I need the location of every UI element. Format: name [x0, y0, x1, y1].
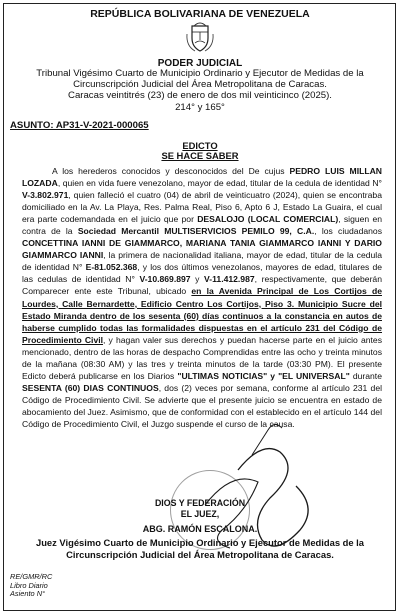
body-text-f: , la primera de nacionalidad italiana, mayor de edad, titular de la cedula de identidad N°: [22, 250, 382, 273]
id-v1: V-10.869.897: [139, 274, 191, 285]
footer-book: Libro Diario: [10, 580, 48, 590]
court-header: [16, 68, 384, 113]
court-location: en la Avenida Principal de Los Cortijos de Lourdes, Calle Bernardette, Edificio Centro Los Cortijos, Piso 3. Municipio Sucre del Estado Miranda dentro de los sesenta (60) días continuos a la constancia en autos de haberse cumplido todas las formalidades dispuestas en el artículo 231 del Código de Procedimiento Civil: [22, 286, 382, 345]
footer-initials: RE/GMR/RC: [10, 572, 53, 581]
judicial-power-title: PODER JUDICIAL: [157, 58, 243, 69]
body-text-g: , y los dos últimos venezolanos, mayores de edad, titulares de las cedulas de identidad N°: [22, 262, 382, 285]
case-number: ASUNTO: AP31-V-2021-000065: [10, 120, 149, 131]
judge-title: [10, 537, 390, 560]
body-text-k: durante: [349, 370, 382, 381]
judge-title-line1: Juez Vigésimo Cuarto de Municipio Ordinario y Ejecutor de Medidas de la: [35, 537, 365, 548]
newspapers: "ULTIMAS NOTICIAS" y "EL UNIVERSAL": [177, 370, 350, 381]
closing-line1: DIOS Y FEDERACIÓN: [154, 498, 246, 508]
coat-of-arms-icon: [183, 20, 217, 54]
company-name: Sociedad Mercantil MULTISERVICIOS PEMILO 99, C.A.: [77, 226, 315, 237]
judge-title-line2: Circunscripción Judicial del Área Metropolitana de Caracas.: [66, 548, 334, 560]
decedent-name: PEDRO LUIS MILLAN LOZADA: [22, 166, 382, 189]
claim-type: DESALOJO (LOCAL COMERCIAL): [197, 214, 339, 225]
body-text-c: , quien falleció el cuatro (04) de abril de veinticuatro (2024), quien se encontraba domiciliado en la Av. La Playa, Res. Palma Real, Piso 6, Apto 6 J, Estado La Guaira, el cual era parte codemandada en el juicio que por: [22, 190, 382, 225]
decedent-id: V-3.802.971: [22, 190, 69, 201]
id-v2: V-11.412.987: [203, 274, 255, 285]
body-text-j: , y hagan valer sus derechos y puedan hacerse parte en el juicio antes mencionado, dentro de las horas de despacho Comprendidas entre las ocho y treinta minutos de la mañana (08:30 AM) y las tres y treinta minutos de la tarde (03:30 PM). El presente Edicto deberá publicarse en los Diarios: [22, 334, 382, 381]
body-text-h: y: [190, 274, 204, 285]
body-text-l: , dos (2) veces por semana, conforme al artículo 231 del Código de Procedimiento Civil. Se advierte que el presente juicio se encuentra en estado de abocamiento del Juez. Asimismo, que de conformidad con el establecido en el artículo 144 del Código de Procedimiento Civil, el Juzgo suspende el curso de la causa.: [22, 382, 383, 429]
date-line: Caracas veintitrés (23) de enero de dos mil veinticinco (2025).: [68, 90, 332, 102]
body-text-a: A los herederos conocidos y desconocidos del De cujus: [52, 166, 290, 176]
footer-entry: Asiento N°: [10, 589, 45, 599]
edict-title: EDICTO: [182, 140, 218, 151]
footer-notes: [10, 573, 52, 599]
republic-title: REPÚBLICA BOLIVARIANA DE VENEZUELA: [90, 8, 310, 20]
court-name-line1: Tribunal Vigésimo Cuarto de Municipio Ordinario y Ejecutor de Medidas de la: [36, 68, 364, 79]
closing-block: [0, 498, 400, 520]
publication-duration: SESENTA (60) DIAS CONTINUOS: [22, 382, 159, 393]
id-foreign: E-81.052.368: [85, 262, 138, 273]
signer-name: ABG. RAMÓN ESCALONA.: [142, 524, 258, 534]
court-name-line2: Circunscripción Judicial del Área Metropolitana de Caracas.: [73, 79, 327, 91]
body-text-i: , respectivamente, que deberán Comparecer ente este Tribunal, ubicado: [22, 274, 382, 297]
body-text-e: , los ciudadanos: [314, 226, 383, 237]
edict-subtitle: SE HACE SABER: [161, 150, 239, 161]
years-line: 214° y 165°: [175, 101, 225, 113]
edict-body: [22, 165, 382, 430]
closing-line2: EL JUEZ,: [180, 509, 220, 519]
citizens-names: CONCETTINA IANNI DE GIAMMARCO, MARIANA TANIA GIAMMARCO IANNI Y DARIO GIAMMARCO IANNI: [22, 238, 382, 261]
body-text-b: , quien en vida fuere venezolano, mayor de edad, titular de la cedula de identidad N°: [57, 178, 382, 189]
body-text-d: , siguen en contra de la: [22, 214, 383, 237]
